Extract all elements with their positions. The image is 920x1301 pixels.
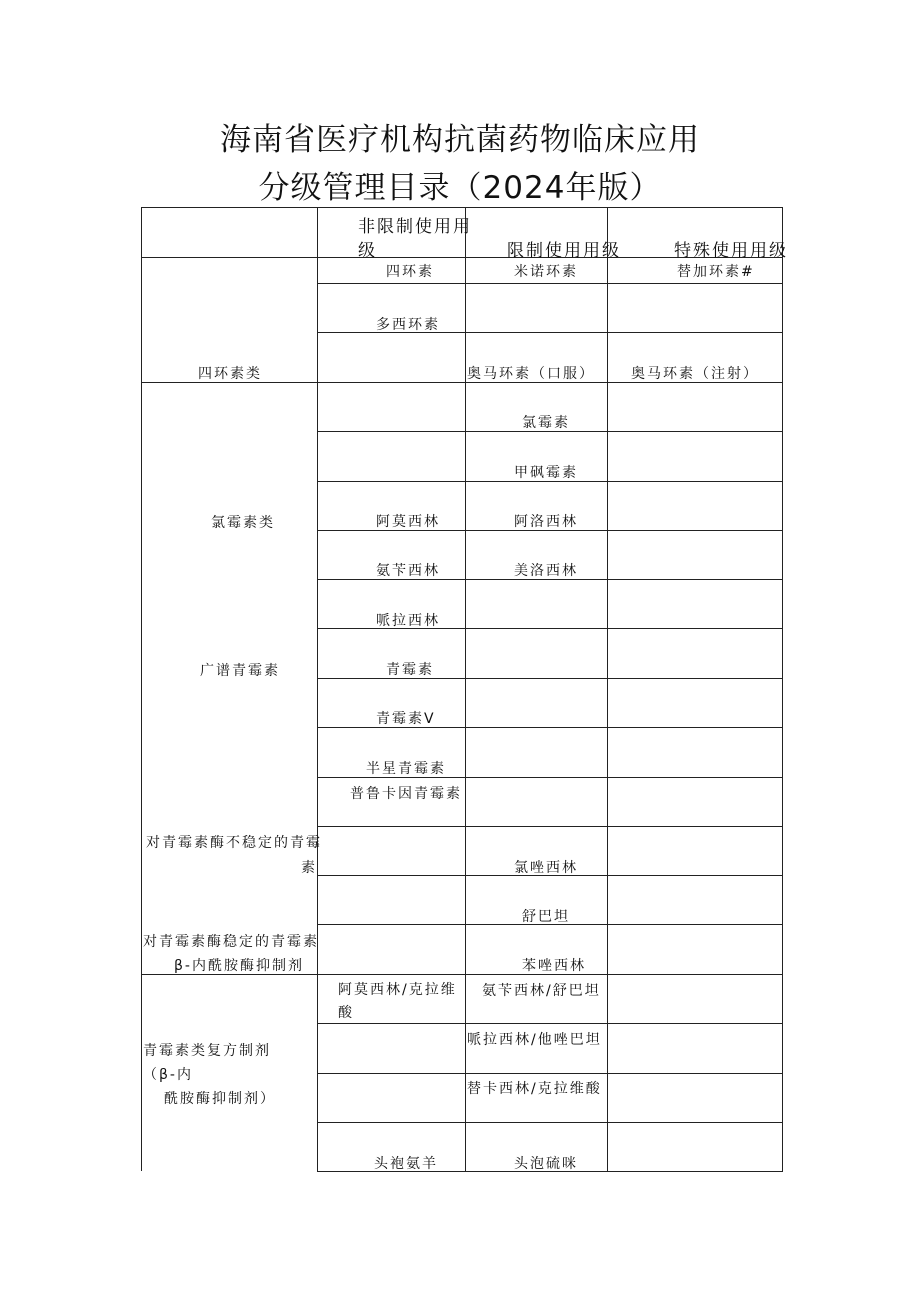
row-line xyxy=(317,826,783,827)
drug-thiamphenicol: 甲砜霉素 xyxy=(514,465,578,481)
document-title-line2: 分级管理目录（2024年版） xyxy=(258,170,662,206)
group-compound-preparations-cont: （β-内 xyxy=(143,1067,193,1083)
drug-tigecycline: 替加环素# xyxy=(677,264,755,280)
row-line xyxy=(317,283,783,284)
drug-azlocillin: 阿洛西林 xyxy=(514,514,578,530)
drug-piperacillin: 哌拉西林 xyxy=(376,613,440,629)
group-unstable-penicillins: 对青霉素酶不稳定的青霉 xyxy=(146,835,322,851)
drug-mezlocillin: 美洛西林 xyxy=(514,563,578,579)
table-border-right xyxy=(782,207,783,1171)
row-line xyxy=(317,1073,783,1074)
row-line xyxy=(317,1122,783,1123)
drug-tetracycline: 四环素 xyxy=(386,264,434,280)
document-title-line1: 海南省医疗机构抗菌药物临床应用 xyxy=(220,122,700,158)
drug-penicillin: 青霉素 xyxy=(386,662,434,678)
drug-doxycycline: 多西环素 xyxy=(376,317,440,333)
drug-amoxicillin: 阿莫西林 xyxy=(376,514,440,530)
group-chloramphenicols: 氯霉素类 xyxy=(211,515,275,531)
drug-sulbactam: 舒巴坦 xyxy=(522,909,570,925)
drug-benzathine-penicillin: 半星青霉素 xyxy=(366,761,446,777)
group-beta-lactamase-inhibitors: β-内酰胺酶抑制剂 xyxy=(174,958,304,974)
header-unrestricted-cont: 级 xyxy=(358,241,377,261)
drug-amoxicillin-clavulanate: 阿莫西林/克拉维 xyxy=(338,982,457,998)
drug-omadacycline-oral: 奥马环素（口服） xyxy=(467,366,595,382)
row-line xyxy=(317,1023,783,1024)
table-border-left xyxy=(141,207,142,1171)
header-special: 特殊使用用级 xyxy=(674,241,788,261)
drug-procaine-penicillin: 普鲁卡因青霉素 xyxy=(350,786,462,802)
group-tetracyclines: 四环素类 xyxy=(198,366,262,382)
drug-ampicillin-sulbactam: 氨苄西林/舒巴坦 xyxy=(482,983,601,999)
drug-omadacycline-injection: 奥马环素（注射） xyxy=(631,366,759,382)
drug-piperacillin-tazobactam: 哌拉西林/他唑巴坦 xyxy=(467,1032,602,1048)
group-broad-spectrum-penicillins: 广谱青霉素 xyxy=(200,663,280,679)
group-stable-penicillins: 对青霉素酶稳定的青霉素 xyxy=(143,934,319,950)
group-compound-preparations: 青霉素类复方制剂 xyxy=(143,1043,271,1059)
drug-cefamox: 头袍氨羊 xyxy=(374,1156,438,1172)
drug-oxacillin: 苯唑西林 xyxy=(522,958,586,974)
drug-penicillin-v: 青霉素V xyxy=(376,711,436,727)
header-restricted: 限制使用用级 xyxy=(507,241,621,261)
drug-ampicillin: 氨苄西林 xyxy=(376,563,440,579)
drug-minocycline: 米诺环素 xyxy=(514,264,578,280)
group-compound-preparations-cont2: 酰胺酶抑制剂） xyxy=(164,1091,276,1107)
drug-cefathiamidine: 头泡硫咪 xyxy=(514,1156,578,1172)
drug-amoxicillin-clavulanate-cont: 酸 xyxy=(338,1005,354,1021)
drug-cloxacillin: 氯唑西林 xyxy=(514,860,578,876)
drug-chloramphenicol: 氯霉素 xyxy=(522,415,570,431)
drug-ticarcillin-clavulanate: 替卡西林/克拉维酸 xyxy=(467,1081,602,1097)
header-unrestricted: 非限制使用用 xyxy=(358,217,472,237)
group-unstable-penicillins-cont: 素 xyxy=(301,860,317,876)
column-divider-1 xyxy=(317,207,318,1171)
column-divider-3 xyxy=(607,207,608,1171)
table-border-top xyxy=(141,207,783,208)
column-divider-2 xyxy=(465,207,466,1171)
